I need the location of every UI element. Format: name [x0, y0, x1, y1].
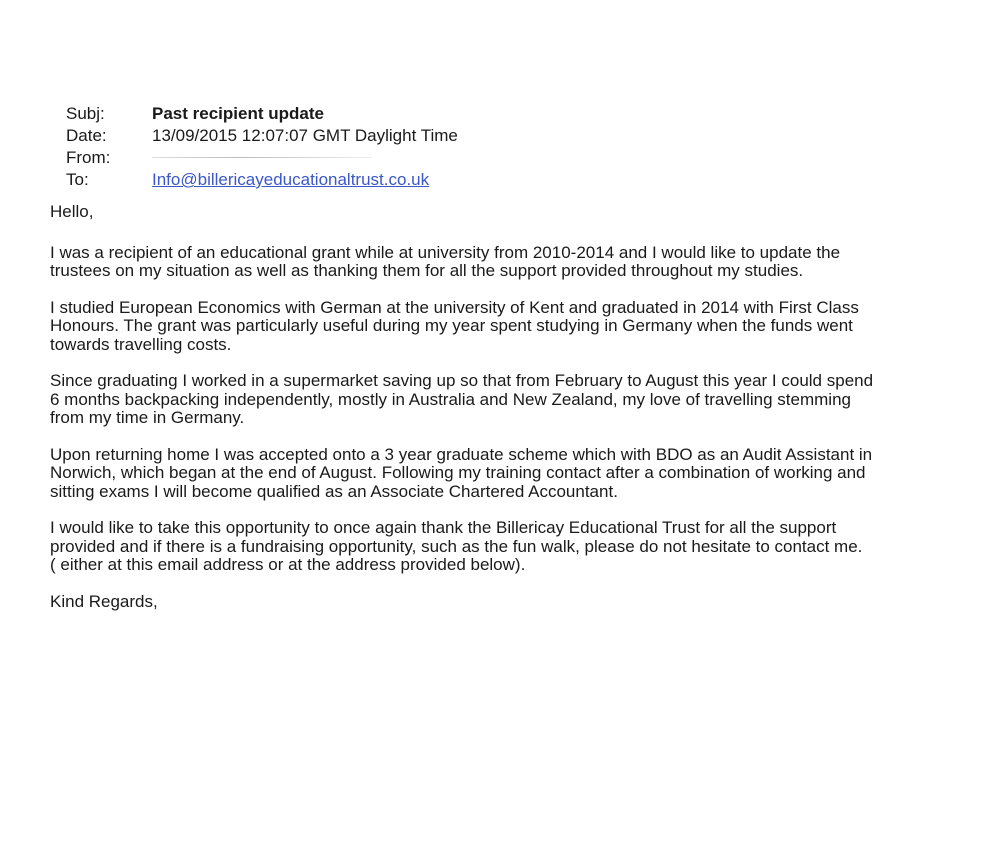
redacted-sender-line: [152, 157, 372, 158]
date-value: 13/09/2015 12:07:07 GMT Daylight Time: [152, 126, 458, 145]
subject-label: Subj:: [66, 104, 105, 123]
signoff: Kind Regards,: [50, 591, 158, 611]
to-label: To:: [66, 170, 89, 189]
subject-value: Past recipient update: [152, 104, 324, 123]
greeting: Hello,: [50, 202, 94, 221]
paragraph-grant: I was a recipient of an educational grant while at university from 2010-2014 and I would like to update the trustees on my situation as well as thanking them for all the support provided throughout my studies.: [50, 242, 841, 280]
from-label: From:: [66, 148, 111, 167]
paragraph-travel: Since graduating I worked in a supermarket saving up so that from February to August this year I could spend 6 months backpacking independently, mostly in Australia and New Zealand, my love of travelling stemming from my time in Germany.: [50, 371, 874, 427]
paragraph-studies: I studied European Economics with German at the university of Kent and graduated in 2014 with First Class Honours. The grant was particularly useful during my year spent studying in Germany when the funds went towards travelling costs.: [50, 297, 859, 354]
paragraph-career: Upon returning home I was accepted onto a 3 year graduate scheme which with BDO as an Audit Assistant in Norwich, which began at the end of August. Following my training contact after a combination of working and sitting exams I will become qualified as an Associate Chartered Accountant.: [50, 444, 873, 501]
email-body: [50, 203, 960, 629]
recipient-email-link[interactable]: Info@billericayeducationaltrust.co.uk: [152, 170, 430, 189]
paragraph-thanks: I would like to take this opportunity to once again thank the Billericay Educational Trust for all the support provided and if there is a fundraising opportunity, such as the fun walk, please do not hesitate to contact me. ( either at this email address or at the address provided below).: [50, 518, 863, 574]
date-label: Date:: [66, 126, 107, 145]
